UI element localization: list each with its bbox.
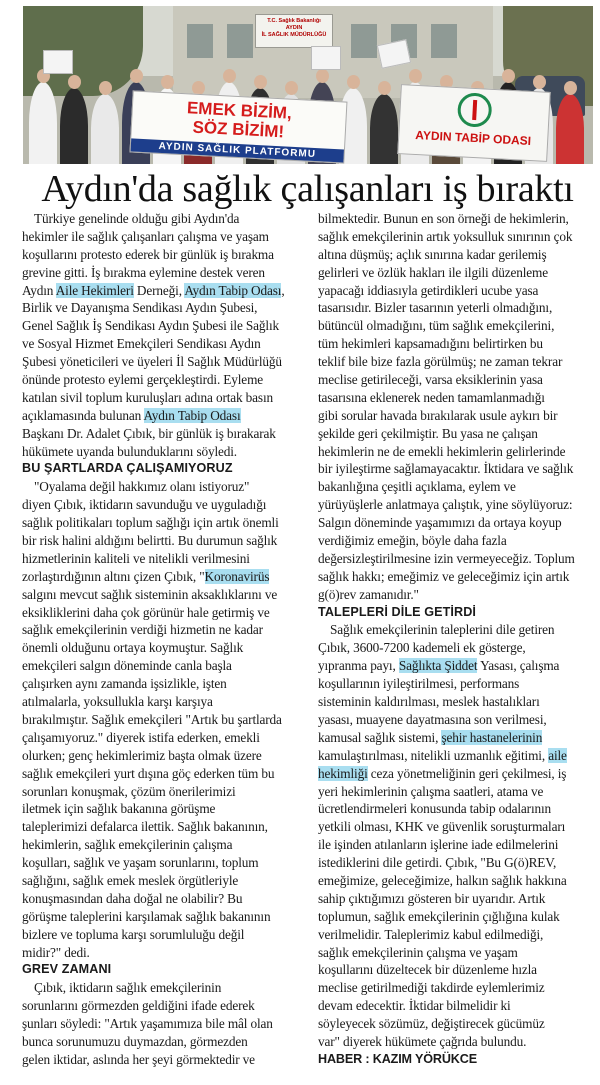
text-run: yetkili olması, KHK ve güvenlik soruşturmaları	[318, 819, 566, 835]
article-line	[22, 496, 307, 514]
article-line	[22, 908, 307, 926]
article-line	[318, 478, 595, 496]
highlighted-link[interactable]: Aydın Tabip Odası	[143, 407, 241, 423]
text-run: ve Sosyal Hizmet Emekçileri Sendikası Aydın	[22, 336, 261, 352]
article-headline: Aydın'da sağlık çalışanları iş bıraktı	[41, 168, 574, 210]
protester	[91, 94, 119, 164]
article-line	[318, 443, 595, 461]
article-line	[318, 872, 595, 890]
text-run: sağlık emekçilerinin verdiği hizmetin ne kadar	[22, 622, 263, 638]
article-line	[22, 371, 307, 389]
article-line	[22, 317, 307, 335]
article-line	[22, 836, 307, 854]
article-line	[318, 568, 595, 586]
text-run: eksikliklerini daha çok görünür hale getirmiş ve	[22, 604, 270, 620]
text-run: ile işinden atılanların işlerine iade edilmelerini	[318, 837, 559, 853]
text-run: BU ŞARTLARDA ÇALIŞAMIYORUZ	[22, 461, 233, 476]
text-run: değersizleştirilmesine izin vermeyeceğiz. Toplum	[318, 550, 575, 566]
text-run: "Oyalama değil hakkımız olanı istiyoruz"	[34, 479, 250, 495]
article-line	[22, 514, 307, 532]
text-run: zorlaştırdığının altını çizen Çıbık, "	[22, 568, 205, 584]
article-line	[318, 353, 595, 371]
text-run: konuşmasından daha doğal ne olabilir? Bu	[22, 890, 243, 906]
text-run: sağlık politikaları toplum sağlığı için artık önemli	[22, 515, 279, 531]
text-run: meclise getirileceği, varsa eksiklerinin yasa	[318, 372, 543, 388]
text-run: sağlığını, sağlık emek meslek örgütleriyle	[22, 872, 239, 888]
article-line	[22, 1033, 307, 1051]
article-line	[318, 210, 595, 228]
article-line	[22, 478, 307, 496]
text-run: hükümete uyanda bulunduklarını söyledi.	[22, 443, 237, 459]
article-line	[22, 568, 307, 586]
text-run: bizlere ve topluma karşı sorumluluğu değil	[22, 926, 245, 942]
text-run: toplumun, sağlık emekçilerinin çığlığına kulak	[318, 908, 560, 924]
article-line	[22, 997, 307, 1015]
article-line	[22, 335, 307, 353]
text-run: tüm hekimleri kapsamadığını belirtirken bu	[318, 336, 543, 352]
text-run: çalışırken aynı zamanda işsizlikle, işten	[22, 676, 227, 692]
text-run: yıpranma payı,	[318, 658, 399, 674]
flag	[311, 46, 341, 70]
text-run: ceza yönetmeliğinin geri çekilmesi, iş	[367, 765, 567, 781]
article-line	[22, 854, 307, 872]
article-line	[22, 818, 307, 836]
article-line	[22, 282, 307, 300]
article-line	[318, 979, 595, 997]
text-run: hekimlerin ne de emekli hekimlerin gelirlerinde	[318, 443, 566, 459]
article-line	[22, 693, 307, 711]
text-run: koşulları, sağlık ve yaşam sorunlarını, toplum	[22, 855, 259, 871]
text-run: görüşme taleplerini karşılamak sağlık bakanının	[22, 908, 271, 924]
text-run: Çıbık, iktidarın sağlık emekçilerinin	[34, 980, 222, 996]
text-run: diyen Çıbık, iktidarın savunduğu ve uyguladığı	[22, 497, 267, 513]
text-run: bakanlığına çeşitli açıklama, eylem ve	[318, 479, 516, 495]
text-run: taleplerimizi defalarca ilettik. Sağlık bakanının,	[22, 819, 268, 835]
text-run: var" diyerek hükümete çağrıda bulundu.	[318, 1033, 527, 1049]
article-line	[318, 496, 595, 514]
article-line	[318, 389, 595, 407]
text-run: atılmalarla, yoksullukla karşı karşıya	[22, 694, 213, 710]
text-run: sağlık hakkı; emeğimiz ve geleceğimiz için artık	[318, 568, 570, 584]
text-run: GREV ZAMANI	[22, 962, 112, 977]
protester	[29, 82, 57, 164]
text-run: hekimlerin, sağlık emekçilerinin çalışma	[22, 837, 233, 853]
article-line	[22, 1015, 307, 1033]
protester	[556, 94, 584, 164]
text-run: emeğimize, geleceğimize, halkın sağlık hakkına	[318, 872, 567, 888]
text-run: açıklamasında bulunan	[22, 407, 144, 423]
article-line	[318, 944, 595, 962]
text-run: Başkanı Dr. Adalet Çıbık, bir günlük iş bırakarak	[22, 425, 276, 441]
text-run: sağlık emekçilerinin çalışma ve yaşam	[318, 944, 518, 960]
text-run: sorunlarını görmezden geldiğini ifade ederek	[22, 998, 255, 1014]
text-run: salgını mevcut sağlık sisteminin aksaklıklarını ve	[22, 586, 278, 602]
text-run: iletmek için sağlık bakanına görüşme	[22, 801, 216, 817]
text-run: tasarısına eklenerek neden tamamlanmadığı	[318, 389, 545, 405]
article-line	[22, 425, 307, 443]
article-line	[318, 621, 595, 639]
text-run: teklif bile bize fazla görülmüş; ne zaman tekrar	[318, 354, 563, 370]
article-line	[22, 657, 307, 675]
text-run: bir risk halini aldığını belirtti. Bu durumun sağlık	[22, 533, 278, 549]
article-line	[318, 711, 595, 729]
article-line	[318, 246, 595, 264]
text-run: hekimler ile sağlık çalışanları çalışma ve yaşam	[22, 228, 269, 244]
text-run: Salgın döneminde yaşamımızı da ortaya koyup	[318, 515, 562, 531]
flag	[43, 50, 73, 74]
article-line	[318, 264, 595, 282]
text-run: koşullarını düzeltecek bir düzenleme hızla	[318, 962, 537, 978]
article-line	[22, 532, 307, 550]
text-run: Sağlık emekçilerinin taleplerini dile getiren	[330, 622, 555, 638]
article-line	[22, 246, 307, 264]
article-line	[22, 979, 307, 997]
article-line	[22, 604, 307, 622]
text-run: Aydın	[22, 282, 56, 298]
text-run: Genel Sağlık İş Sendikası Aydın Şubesi ile Sağlık	[22, 318, 279, 334]
text-run: Çıbık, 3600-7200 kademeli ek gösterge,	[318, 640, 526, 656]
article-line	[318, 657, 595, 675]
text-run: söyleyecek sözümüz, değiştirecek gücümüz	[318, 1016, 545, 1032]
article-line	[318, 282, 595, 300]
text-run: kamusal sağlık sistemi,	[318, 729, 442, 745]
text-run: sahip çıktığımızı gösteren bir uyarıdır. Artık	[318, 890, 546, 906]
building-sign: T.C. Sağlık Bakanlığı AYDIN İL SAĞLIK MÜDÜRLÜĞÜ	[255, 14, 333, 48]
article-line	[22, 443, 307, 461]
text-run: koşullarının iyileştirilmesi, performans	[318, 676, 520, 692]
text-run: bütüncül olmadığını, tüm sağlık emekçilerini,	[318, 318, 555, 334]
article-line	[22, 765, 307, 783]
text-run: Yasası, çalışma	[477, 658, 560, 674]
text-run: g(ö)rev zamanıdır."	[318, 586, 419, 602]
highlighted-link[interactable]: Koronavirüs	[204, 568, 270, 584]
article-line	[22, 944, 307, 962]
article-line	[318, 693, 595, 711]
article-line	[318, 532, 595, 550]
text-run: şunları söyledi: "Artık yaşamımıza bile mâl olan	[22, 1016, 273, 1032]
article-line	[318, 800, 595, 818]
article-line	[318, 425, 595, 443]
article-line	[22, 210, 307, 228]
text-run: emekçileri salgın döneminde canla başla	[22, 658, 232, 674]
article-line	[22, 675, 307, 693]
highlighted-link[interactable]: aile	[548, 747, 567, 763]
text-run: yasası, muayene dayatmasına son verilmesi,	[318, 711, 547, 727]
article-line	[318, 639, 595, 657]
article-line	[318, 407, 595, 425]
text-run: TALEPLERİ DİLE GETİRDİ	[318, 604, 476, 619]
highlighted-link[interactable]: Sağlıkta Şiddet	[398, 658, 478, 674]
article-subheading	[22, 460, 307, 478]
text-run: sisteminin kaldırılması, meslek hastalıkları	[318, 694, 540, 710]
article-line	[22, 299, 307, 317]
article-line	[22, 890, 307, 908]
article-line	[318, 550, 595, 568]
text-run: önemli olduğunu ortaya koymuştur. Sağlık	[22, 640, 244, 656]
text-run: sağlık emekçilerinin artık yoksulluk sınırının çok	[318, 228, 573, 244]
text-run: sağlık emekçileri yurt dışına göç ederken tüm bu	[22, 765, 275, 781]
text-run: ücretlendirmeleri konusunda tabip odalarının	[318, 801, 552, 817]
text-run: Şubesi yöneticileri ve üyeleri İl Sağlık Müdürlüğü	[22, 354, 282, 370]
text-run: verdiğimiz emeğin, böyle daha fazla	[318, 533, 507, 549]
text-run: bırakılmıştır. Sağlık emekçileri "Artık bu şartlarda	[22, 711, 282, 727]
article-line	[22, 407, 307, 425]
article-line	[22, 783, 307, 801]
text-run: Derneği,	[133, 282, 185, 298]
text-run: katılan sivil toplum kuruluşları adına ortak basın	[22, 389, 274, 405]
article-line	[22, 729, 307, 747]
text-run: ,	[281, 282, 285, 298]
article-line	[318, 299, 595, 317]
article-line	[22, 586, 307, 604]
text-run: kamulaştırılması, nitelikli uzmanlık eğitimi,	[318, 747, 549, 763]
article-line	[318, 783, 595, 801]
text-run: koşullarını protesto ederek bir günlük iş bırakma	[22, 246, 274, 262]
article-line	[318, 818, 595, 836]
article-line	[318, 836, 595, 854]
text-run: altına düşmüş; açlık sınırına kadar gerilemiş	[318, 246, 547, 262]
article-line	[22, 228, 307, 246]
text-run: Birlik ve Dayanışma Sendikası Aydın Şubesi,	[22, 300, 258, 316]
text-run: gelen iktidar, aslında her şeyi görmektedir ve	[22, 1051, 255, 1067]
text-run: gelirleri ve özlük hakları ile ilgili düzenleme	[318, 264, 548, 280]
tabip-odasi-banner: AYDIN TABİP ODASI	[397, 84, 550, 162]
text-run: istediklerini dile getirdi. Çıbık, "Bu G(ö)REV,	[318, 855, 557, 871]
article-line	[318, 514, 595, 532]
article-line	[22, 747, 307, 765]
article-line	[22, 264, 307, 282]
text-run: hizmetlerinin kaliteli ve nitelikli verilmesini	[22, 550, 250, 566]
article-line	[22, 800, 307, 818]
text-run: tasarısıdır. Bizler tasarının yeterli olmadığını,	[318, 300, 553, 316]
protest-banner: EMEK BİZİM, SÖZ BİZİM! AYDIN SAĞLIK PLATFORMU	[130, 90, 348, 163]
article-photo	[23, 6, 593, 164]
article-byline	[318, 1051, 595, 1069]
article-line	[318, 228, 595, 246]
text-run: yürüyüşlerle anlatmaya çalıştık, yine söylüyoruz:	[318, 497, 573, 513]
medical-association-logo-icon	[457, 92, 493, 128]
article-line	[318, 1033, 595, 1051]
article-line	[318, 675, 595, 693]
highlighted-link[interactable]: Aydın Tabip Odası	[184, 282, 282, 298]
text-run: olurken; genç hekimlerimiz başta olmak üzere	[22, 747, 262, 763]
article-line	[318, 729, 595, 747]
article-line	[318, 335, 595, 353]
article-subheading	[22, 961, 307, 979]
article-line	[318, 371, 595, 389]
article-line	[318, 747, 595, 765]
text-run: HABER : KAZIM YÖRÜKCE	[318, 1051, 477, 1066]
highlighted-link[interactable]: hekimliği	[318, 765, 368, 781]
text-run: verilmelidir. Taleplerimiz kabul edilmediği,	[318, 926, 544, 942]
protester	[370, 94, 398, 164]
highlighted-link[interactable]: şehir hastanelerinin	[441, 729, 543, 745]
article-column-right	[318, 210, 595, 1069]
text-run: gibi sorular havada bırakılarak usule aykırı bir	[318, 407, 558, 423]
article-line	[22, 550, 307, 568]
article-column-left	[22, 210, 307, 1069]
text-run: sorunları konuşmak, çözüm önerilerimizi	[22, 783, 236, 799]
article-line	[318, 890, 595, 908]
protester	[60, 88, 88, 164]
text-run: midir?" dedi.	[22, 944, 90, 960]
article-line	[22, 926, 307, 944]
article-line	[318, 926, 595, 944]
article-line	[22, 711, 307, 729]
article-subheading	[318, 604, 595, 622]
text-run: çalışamıyoruz." diyerek istifa ederken, emekli	[22, 729, 260, 745]
article-line	[318, 586, 595, 604]
article-line	[318, 908, 595, 926]
article-line	[22, 1051, 307, 1069]
article-line	[22, 353, 307, 371]
article-line	[318, 961, 595, 979]
article-line	[318, 1015, 595, 1033]
text-run: bilmektedir. Bunun en son örneği de hekimlerin,	[318, 211, 569, 226]
text-run: meclise getirilmediği takdirde eylemlerimiz	[318, 980, 545, 996]
text-run: bir iyileştirme sağlamayacaktır. İktidara ve sağlık	[318, 461, 574, 477]
text-run: grevine gitti. İş bırakma eylemine destek veren	[22, 264, 265, 280]
text-run: şekilde geri çekilmiştir. Bu yasa ne çalışan	[318, 425, 538, 441]
text-run: yapacağı iddiasıyla getirdikleri ucube yasa	[318, 282, 539, 298]
text-run: devam edecektir. İktidar bilmelidir ki	[318, 998, 511, 1014]
text-run: bunca sorunumuzu duymazdan, görmezden	[22, 1033, 248, 1049]
article-line	[318, 317, 595, 335]
article-line	[22, 621, 307, 639]
article-line	[22, 872, 307, 890]
article-line	[318, 997, 595, 1015]
article-line	[22, 639, 307, 657]
article-line	[22, 389, 307, 407]
article-line	[318, 460, 595, 478]
article-line	[318, 765, 595, 783]
highlighted-link[interactable]: Aile Hekimleri	[55, 282, 134, 298]
text-run: Türkiye genelinde olduğu gibi Aydın'da	[34, 211, 240, 226]
article-line	[318, 854, 595, 872]
text-run: önünde protesto eylemi gerçekleştirdi. Eyleme	[22, 372, 264, 388]
text-run: yeri hekimlerinin çalışma saatleri, atama ve	[318, 783, 544, 799]
